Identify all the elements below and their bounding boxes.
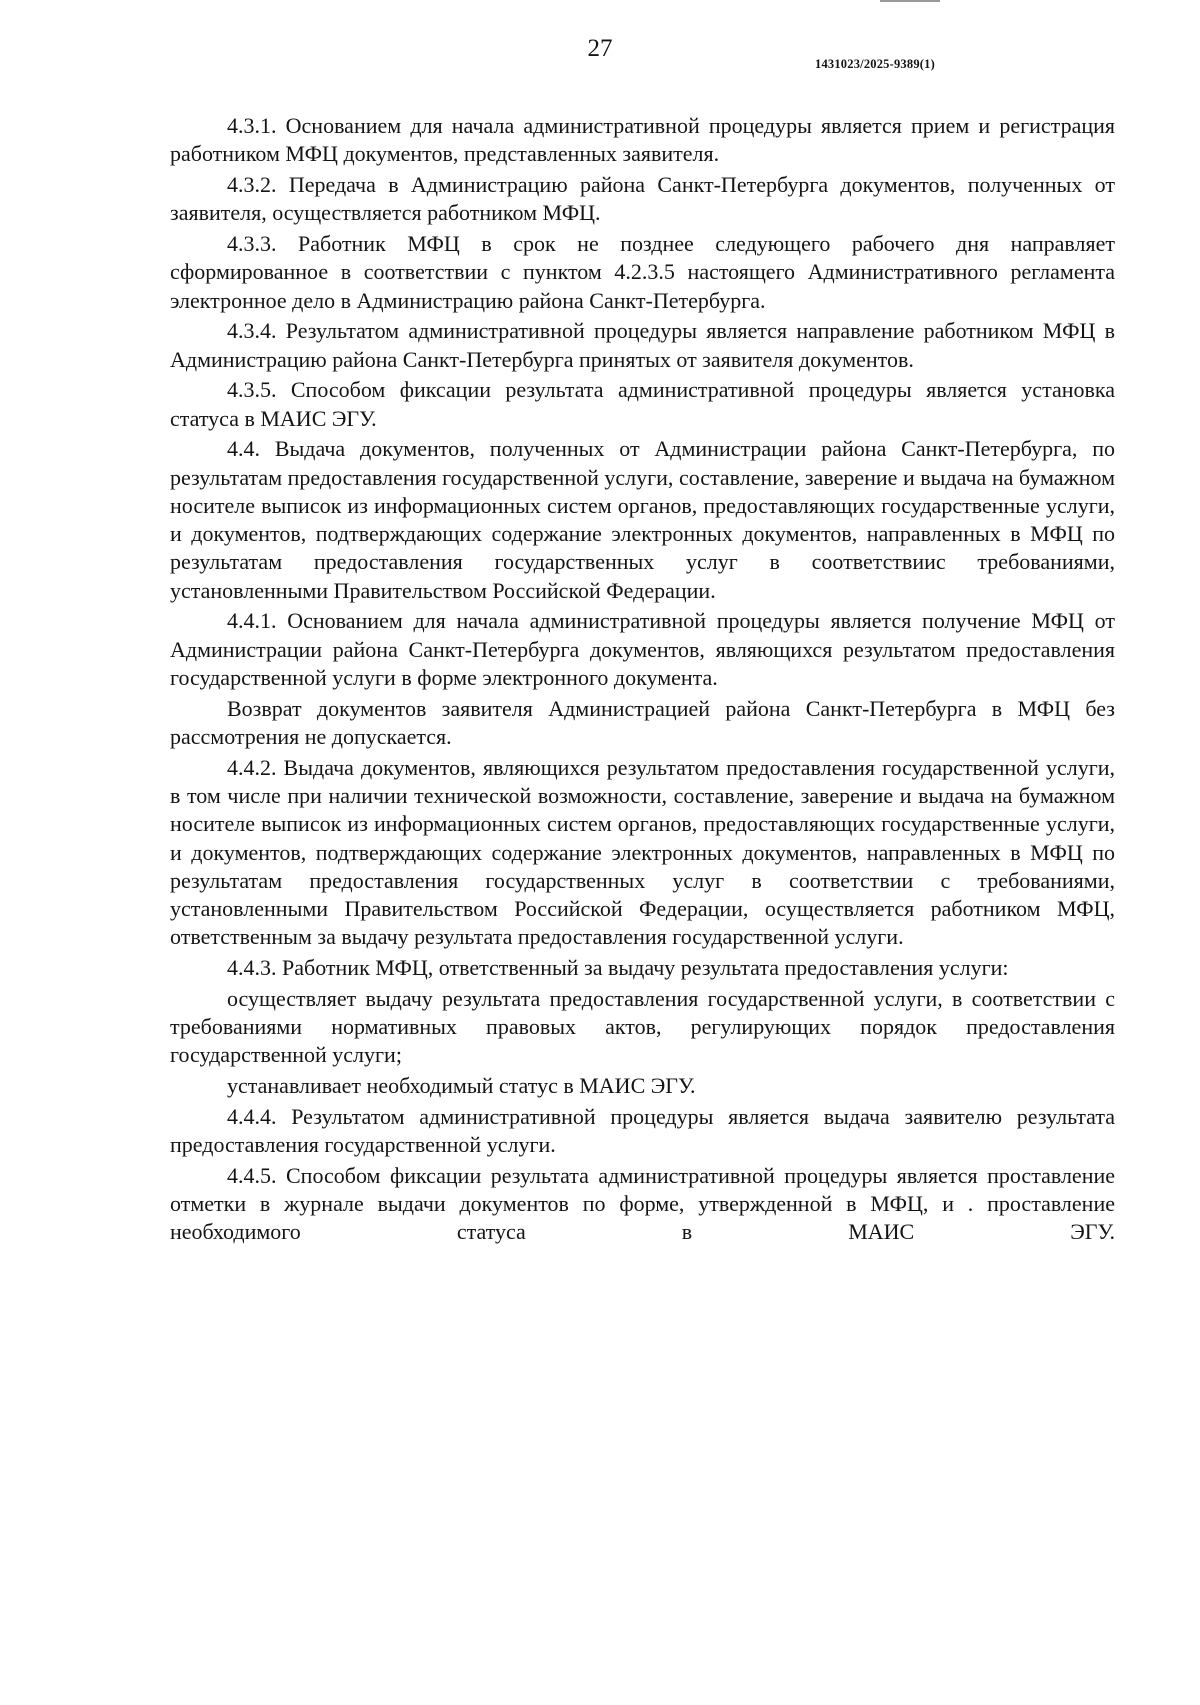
paragraph-4-4: 4.4. Выдача документов, полученных от Администрации района Санкт-Петербурга, по результатам предоставления государственной услуги, составление, заверение и выдача на бумажном носителе выписок из информационных систем органов, предоставляющих государственные услуги, и документов, подтверждающих содержание электронных документов, направленных в МФЦ по результатам предоставления государственных услуг в соответствиис требованиями, установленными Правительством Российской Федерации. — [170, 436, 1115, 603]
paragraph-sets-status: устанавливает необходимый статус в МАИС ЭГУ. — [227, 1073, 696, 1099]
paragraph-issues-result: осуществляет выдачу результата предоставления государственной услуги, в соответствии с требованиями нормативных правовых актов, регулирующих порядок предоставления государственной услуги; — [170, 985, 1115, 1068]
paragraph-4-3-1: 4.3.1. Основанием для начала административной процедуры является прием и регистрация работником МФЦ документов, представленных заявителя. — [170, 113, 1115, 167]
paragraph-4-4-4: 4.4.4. Результатом административной процедуры является выдача заявителю результата предоставления государственной услуги. — [170, 1103, 1115, 1158]
paragraph-4-3-3: 4.3.3. Работник МФЦ в срок не позднее следующего рабочего дня направляет сформированное в соответствии с пунктом 4.2.3.5 настоящего Административного регламента электронное дело в Администрацию района Санкт-Петербурга. — [170, 230, 1115, 313]
scan-mark — [880, 0, 940, 2]
paragraph-4-3-5: 4.3.5. Способом фиксации результата административной процедуры является установка статуса в МАИС ЭГУ. — [170, 377, 1115, 431]
paragraph-4-4-5: 4.4.5. Способом фиксации результата административной процедуры является проставление отметки в журнале выдачи документов по форме, утвержденной в МФЦ, и . проставление необходимого статуса в МАИС ЭГУ. — [170, 1162, 1115, 1245]
paragraph-4-4-1: 4.4.1. Основанием для начала административной процедуры является получение МФЦ от Администрации района Санкт-Петербурга документов, являющихся результатом предоставления государственной услуги в форме электронного документа. — [170, 608, 1115, 690]
document-id: 1431023/2025-9389(1) — [815, 57, 935, 71]
document-body — [170, 112, 1115, 1249]
paragraph-4-3-2: 4.3.2. Передача в Администрацию района Санкт-Петербурга документов, полученных от заявителя, осуществляется работником МФЦ. — [170, 171, 1115, 226]
paragraph-4-4-2: 4.4.2. Выдача документов, являющихся результатом предоставления государственной услуги, в том числе при наличии технической возможности, составление, заверение и выдача на бумажном носителе выписок из информационных систем органов, предоставляющих государственные услуги, и документов, подтверждающих содержание электронных документов, направленных в МФЦ по результатам предоставления государственных услуг в соответствии с требованиями, установленными Правительством Российской Федерации, осуществляется работником МФЦ, ответственным за выдачу результата предоставления государственной услуги. — [170, 754, 1115, 950]
page-number: 27 — [587, 35, 613, 62]
paragraph-4-4-3: 4.4.3. Работник МФЦ, ответственный за выдачу результата предоставления услуги: — [227, 955, 1009, 981]
paragraph-return-documents: Возврат документов заявителя Администрацией района Санкт-Петербурга в МФЦ без рассмотрения не допускается. — [170, 695, 1115, 749]
paragraph-4-3-4: 4.3.4. Результатом административной процедуры является направление работником МФЦ в Администрацию района Санкт-Петербурга принятых от заявителя документов. — [170, 318, 1115, 372]
